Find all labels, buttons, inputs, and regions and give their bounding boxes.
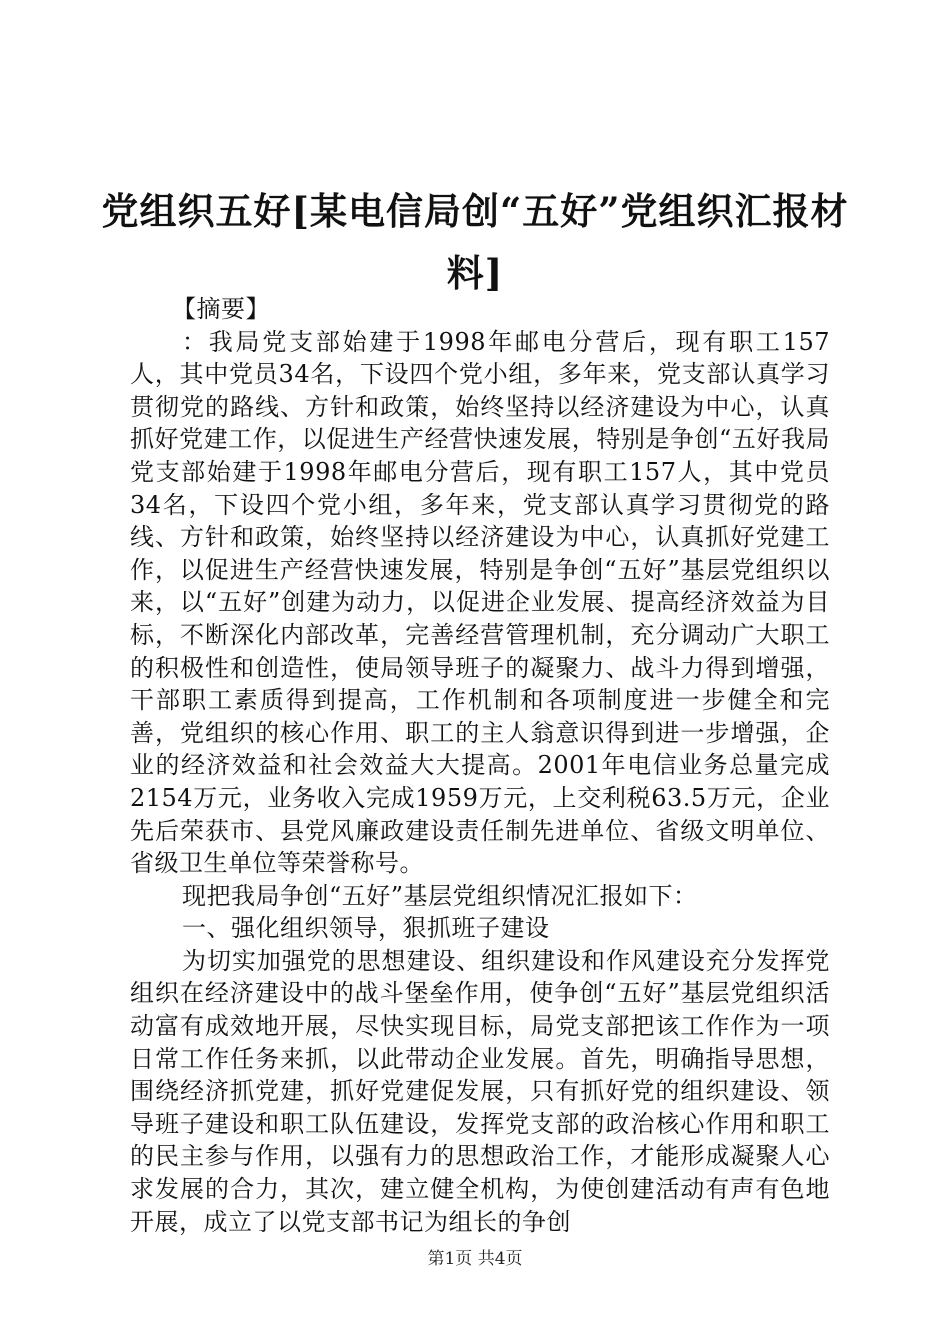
abstract-label: 【摘要】 — [172, 295, 270, 323]
paragraph-abstract: ：我局党支部始建于1998年邮电分营后，现有职工157人，其中党员34名，下设四个党小组，多年来，党支部认真学习贯彻党的路线、方针和政策，始终坚持以经济建设为中心，认真抓好党建工作，以促进生产经营快速发展，特别是争创“五好我局党支部始建于1998年邮电分营后，现有职工157人，其中党员34名，下设四个党小组，多年来，党支部认真学习贯彻党的路线、方针和政策，始终坚持以经济建设为中心，认真抓好党建工作，以促进生产经营快速发展，特别是争创“五好”基层党组织以来，以“五好”创建为动力，以促进企业发展、提高经济效益为目标，不断深化内部改革，完善经营管理机制，充分调动广大职工的积极性和创造性，使局领导班子的凝聚力、战斗力得到增强，干部职工素质得到提高，工作机制和各项制度进一步健全和完善，党组织的核心作用、职工的主人翁意识得到进一步增强，企业的经济效益和社会效益大大提高。2001年电信业务总量完成2154万元，业务收入完成1959万元，上交利税63.5万元，企业先后荣获市、县党风廉政建设责任制先进单位、省级文明单位、省级卫生单位等荣誉称号。 — [130, 327, 830, 878]
page-number: 第1页 共4页 — [427, 1249, 523, 1269]
page-title: 党组织五好[某电信局创“五好”党组织汇报材料] — [101, 189, 849, 295]
document-body — [130, 293, 830, 1238]
paragraph-intro: 现把我局争创“五好”基层党组织情况汇报如下： — [182, 881, 698, 910]
paragraph-section-1: 为切实加强党的思想建设、组织建设和作风建设充分发挥党组织在经济建设中的战斗堡垒作用，使争创“五好”基层党组织活动富有成效地开展，尽快实现目标，局党支部把该工作作为一项日常工作任务来抓，以此带动企业发展。首先，明确指导思想，围绕经济抓党建，抓好党建促发展，只有抓好党的组织建设、领导班子建设和职工队伍建设，发挥党支部的政治核心作用和职工的民主参与作用，以强有力的思想政治工作，才能形成凝聚人心求发展的合力，其次，建立健全机构，为使创建活动有声有色地开展，成立了以党支部书记为组长的争创 — [130, 946, 830, 1236]
section-heading-1: 一、强化组织领导，狠抓班子建设 — [182, 914, 550, 943]
